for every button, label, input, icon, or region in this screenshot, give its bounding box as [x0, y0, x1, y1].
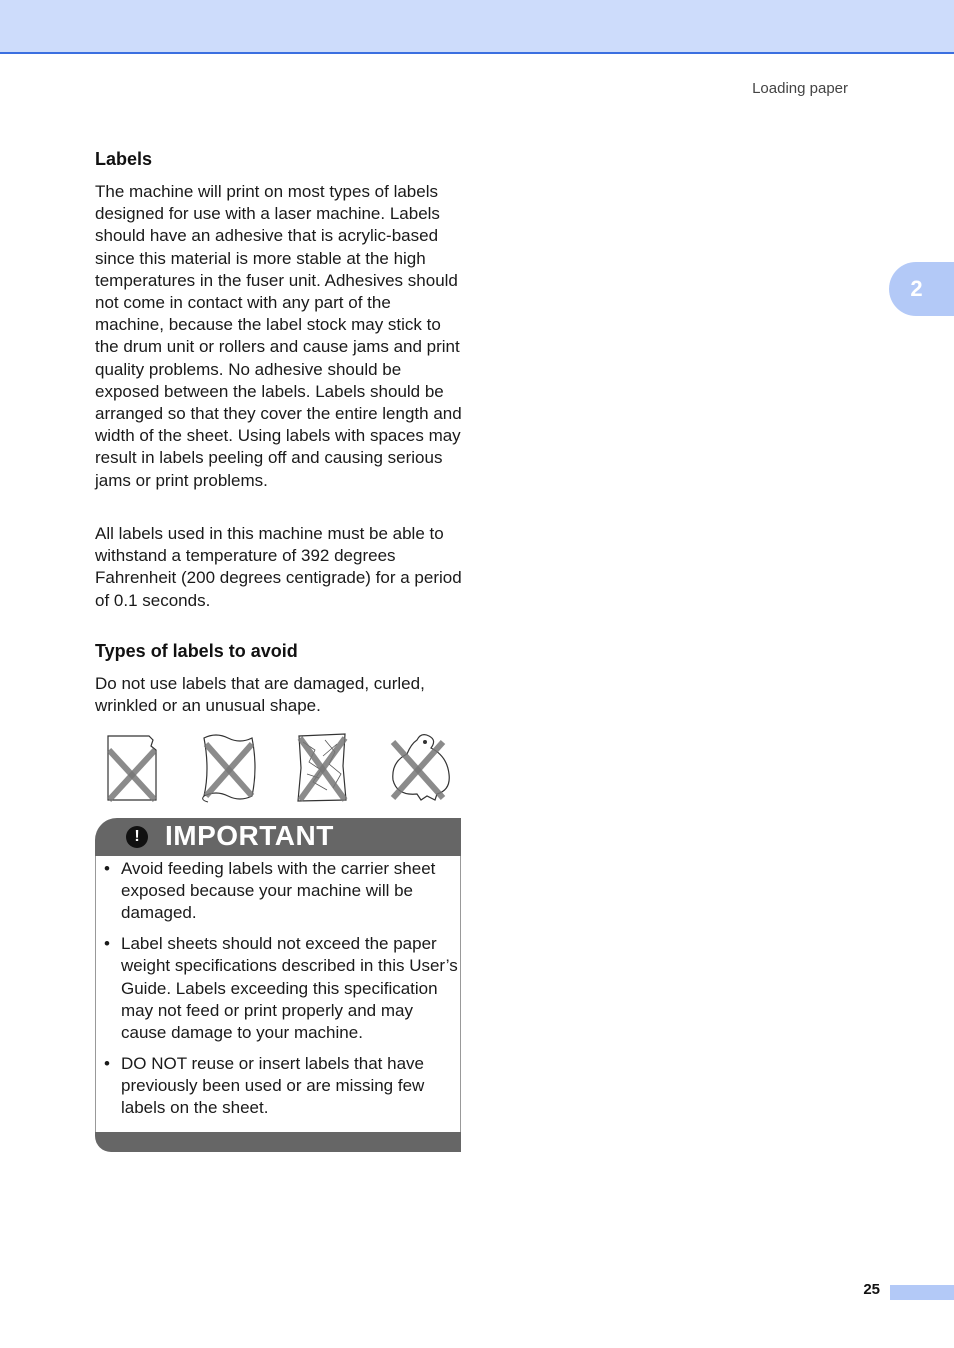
important-header: [95, 818, 461, 856]
header-band: [0, 0, 954, 54]
list-item: [96, 933, 462, 1044]
damaged-label-icon: [105, 730, 159, 804]
wrinkled-label-icon: [295, 730, 349, 804]
page-number: 25: [863, 1281, 880, 1298]
important-body: [95, 856, 461, 1132]
important-title: IMPORTANT: [165, 820, 334, 851]
important-bullet-text: DO NOT reuse or insert labels that have previously been used or are missing few labels on the sheet.: [121, 1053, 425, 1118]
important-footer: [95, 1132, 461, 1152]
section-title-labels: Labels: [95, 149, 153, 169]
labels-paragraph-2: All labels used in this machine must be able to withstand a temperature of 392 degrees Fahrenheit (200 degrees centigrade) for a period of 0.1 seconds.: [95, 524, 462, 610]
page-number-bar: [890, 1285, 954, 1300]
warning-icon: !: [126, 826, 148, 848]
label-types-illustration: [95, 730, 463, 806]
unusual-shape-label-icon: [387, 730, 453, 804]
running-title: Loading paper: [752, 80, 848, 97]
avoid-paragraph: Do not use labels that are damaged, curled, wrinkled or an unusual shape.: [95, 674, 425, 716]
list-item: [96, 858, 462, 925]
section-title-avoid: Types of labels to avoid: [95, 641, 298, 661]
labels-paragraph-1: The machine will print on most types of labels designed for use with a laser machine. Labels should have an adhesive that is acrylic-based since this material is more stable at the high temperatures in the fuser unit. Adhesives should not come in contact with any part of the machine, because the label stock may stick to the drum unit or rollers and cause jams and print quality problems. No adhesive should be exposed between the labels. Labels should be arranged so that they cover the entire length and width of the sheet. Using labels with spaces may result in labels peeling off and causing serious jams or print problems.: [95, 182, 462, 490]
important-bullet-text: Label sheets should not exceed the paper weight specifications described in this User’s Guide. Labels exceeding this specification may not feed or print properly and may cause damage to your machine.: [121, 934, 458, 1042]
bullet-icon: •: [104, 934, 110, 954]
bullet-icon: •: [104, 859, 110, 878]
bullet-icon: •: [104, 1053, 110, 1073]
curled-label-icon: [198, 730, 260, 804]
important-bullet-text: Avoid feeding labels with the carrier sheet exposed because your machine will be damaged.: [121, 859, 436, 923]
list-item: [96, 1053, 462, 1120]
chapter-tab: 2: [889, 262, 954, 316]
